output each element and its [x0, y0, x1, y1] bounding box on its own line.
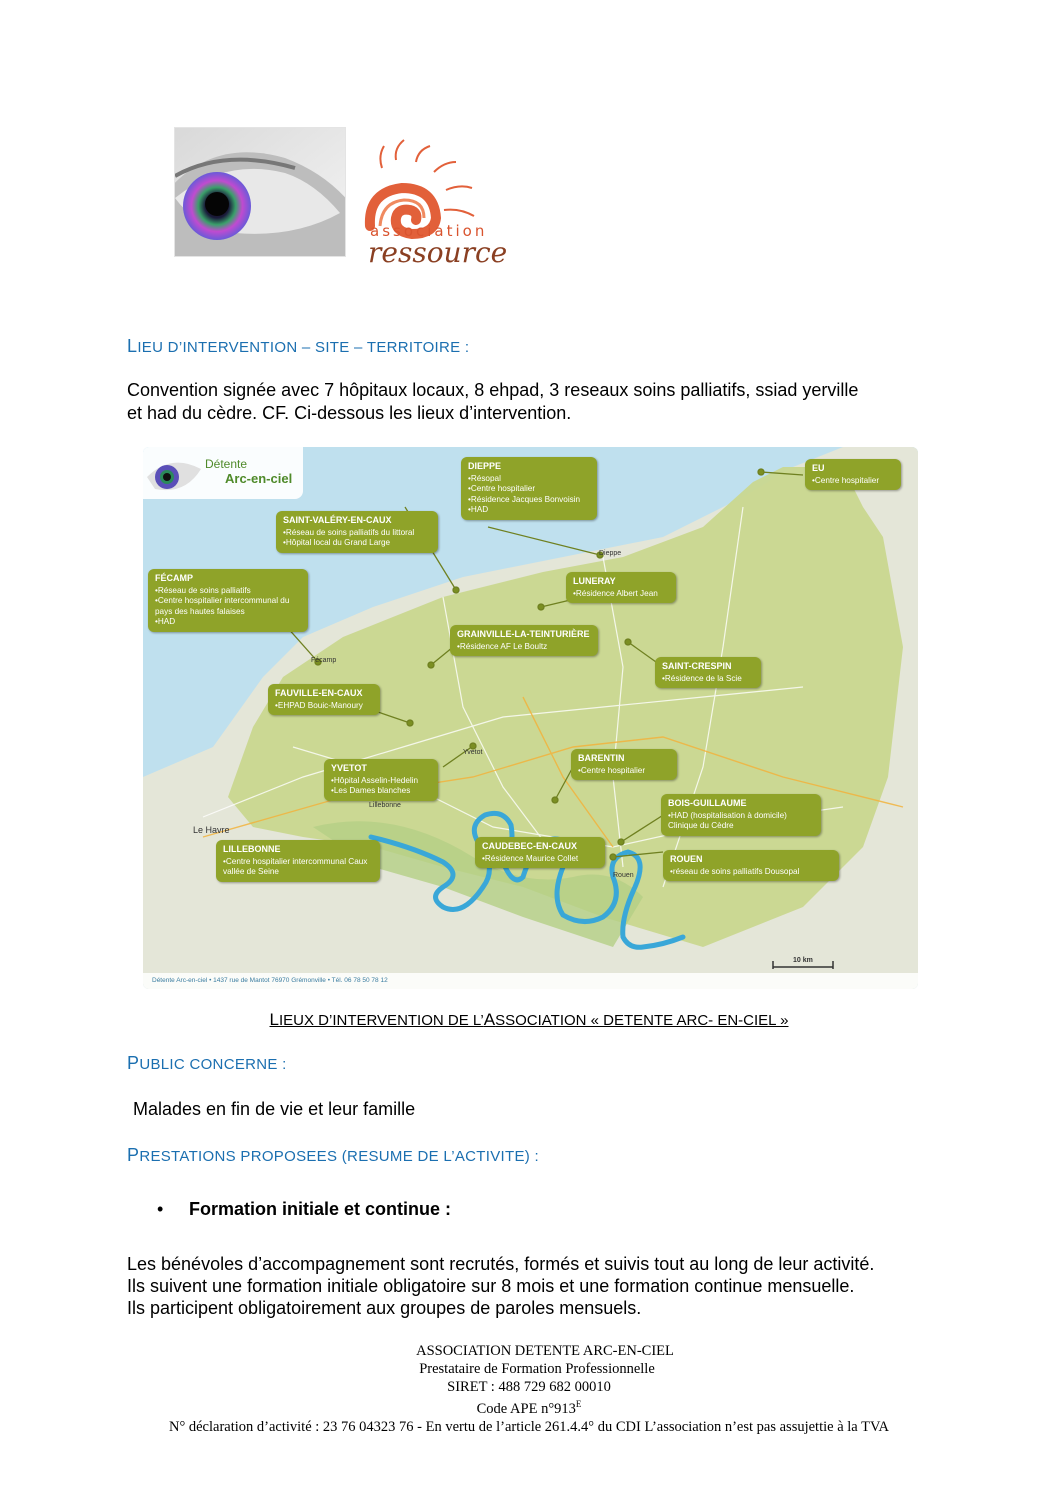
box-barentin: BARENTIN • Centre hospitalier [571, 749, 677, 780]
convention-line-1: Convention signée avec 7 hôpitaux locaux, 8 ehpad, 3 reseaux soins palliatifs, ssiad yerville [127, 380, 859, 400]
eye-logo [174, 127, 346, 257]
formation-line-2: Ils suivent une formation initiale obligatoire sur 8 mois et une formation continue mensuelle. [127, 1276, 855, 1296]
section-heading-public: PUBLIC CONCERNE : [127, 1053, 287, 1073]
place-le-havre: Le Havre [193, 825, 230, 835]
place-lillebonne: Lillebonne [369, 802, 401, 809]
convention-line-2: et had du cèdre. CF. Ci-dessous les lieux d’intervention. [127, 403, 572, 423]
box-bois-guillaume: BOIS-GUILLAUME • HAD (hospitalisation à domicile) Clinique du Cèdre [661, 794, 821, 836]
association-ressource-logo [360, 130, 522, 270]
footer-line-3: SIRET : 488 729 682 00010 [447, 1378, 611, 1395]
section-heading-prestations: PRESTATIONS PROPOSEES (RESUME DE L’ACTIVITE) : [127, 1145, 539, 1165]
place-rouen: Rouen [613, 872, 634, 879]
map-logo-line-1: Détente [205, 457, 248, 471]
section-heading-lieu: LIEU D’INTERVENTION – SITE – TERRITOIRE : [127, 336, 470, 356]
box-luneray: LUNERAY • Résidence Albert Jean [566, 572, 676, 603]
box-eu: EU • Centre hospitalier [805, 459, 901, 490]
formation-line-1: Les bénévoles d’accompagnement sont recrutés, formés et suivis tout au long de leur activité. [127, 1254, 875, 1274]
place-dieppe: Dieppe [599, 550, 622, 557]
box-fauville: FAUVILLE-EN-CAUX • EHPAD Bouic-Manoury [268, 684, 380, 715]
map-caption: LIEUX D’INTERVENTION DE L’ASSOCIATION « DETENTE ARC- EN-CIEL » [269, 1010, 789, 1029]
map-background [143, 447, 918, 989]
association-word: association [370, 222, 488, 240]
bullet-dot-icon: • [157, 1199, 164, 1219]
place-yvetot: Yvetot [463, 749, 483, 756]
bullet-item-formation: • Formation initiale et continue : [157, 1199, 452, 1219]
box-yvetot: YVETOT • Hôpital Asselin-Hedelin • Les Dames blanches [324, 759, 438, 801]
box-saint-crespin: SAINT-CRESPIN • Résidence de la Scie [655, 657, 761, 688]
intervention-map [143, 447, 918, 989]
box-caudebec: CAUDEBEC-EN-CAUX • Résidence Maurice Collet [475, 837, 605, 868]
footer-line-5: N° déclaration d’activité : 23 76 04323 76 - En vertu de l’article 261.4.4° du CDI L’association n’est pas assujettie à la TVA [168, 1419, 890, 1436]
footer-line-2: Prestataire de Formation Professionnelle [419, 1360, 655, 1377]
box-fecamp: FÉCAMP • Réseau de soins palliatifs • Centre hospitalier intercommunal du pays des hautes falaises • HAD [148, 569, 308, 632]
box-lillebonne: LILLEBONNE • Centre hospitalier intercommunal Caux vallée de Seine [216, 840, 380, 882]
scale-label: 10 km [793, 957, 813, 964]
map-logo [143, 447, 303, 499]
public-text: Malades en fin de vie et leur famille [133, 1099, 416, 1119]
box-rouen: ROUEN • réseau de soins palliatifs Dousopal [663, 850, 839, 881]
map-logo-line-2: Arc-en-ciel [225, 471, 293, 486]
box-grainville: GRAINVILLE-LA-TEINTURIÈRE • Résidence AF Le Boultz [450, 625, 598, 656]
box-saint-valery: SAINT-VALÉRY-EN-CAUX • Réseau de soins palliatifs du littoral • Hôpital local du Grand Large [276, 511, 438, 553]
footer-line-1: ASSOCIATION DETENTE ARC-EN-CIEL [416, 1343, 674, 1359]
formation-line-3: Ils participent obligatoirement aux groupes de paroles mensuels. [127, 1298, 642, 1318]
ressource-word: ressource [368, 236, 508, 269]
place-fecamp: Fécamp [311, 657, 337, 664]
eye-icon [145, 449, 203, 499]
footer-line-4: Code APE $n^\circ 913^E$ [476, 1399, 582, 1418]
map-footer: Détente Arc-en-ciel • 1437 rue de Mantot 76970 Grémonville • Tél. 06 78 50 78 12 [143, 973, 918, 989]
box-dieppe: DIEPPE • Résopal • Centre hospitalier • Résidence Jacques Bonvoisin • HAD [461, 457, 597, 520]
eye-logo-icon [175, 128, 345, 256]
page-footer [0, 1343, 1058, 1437]
